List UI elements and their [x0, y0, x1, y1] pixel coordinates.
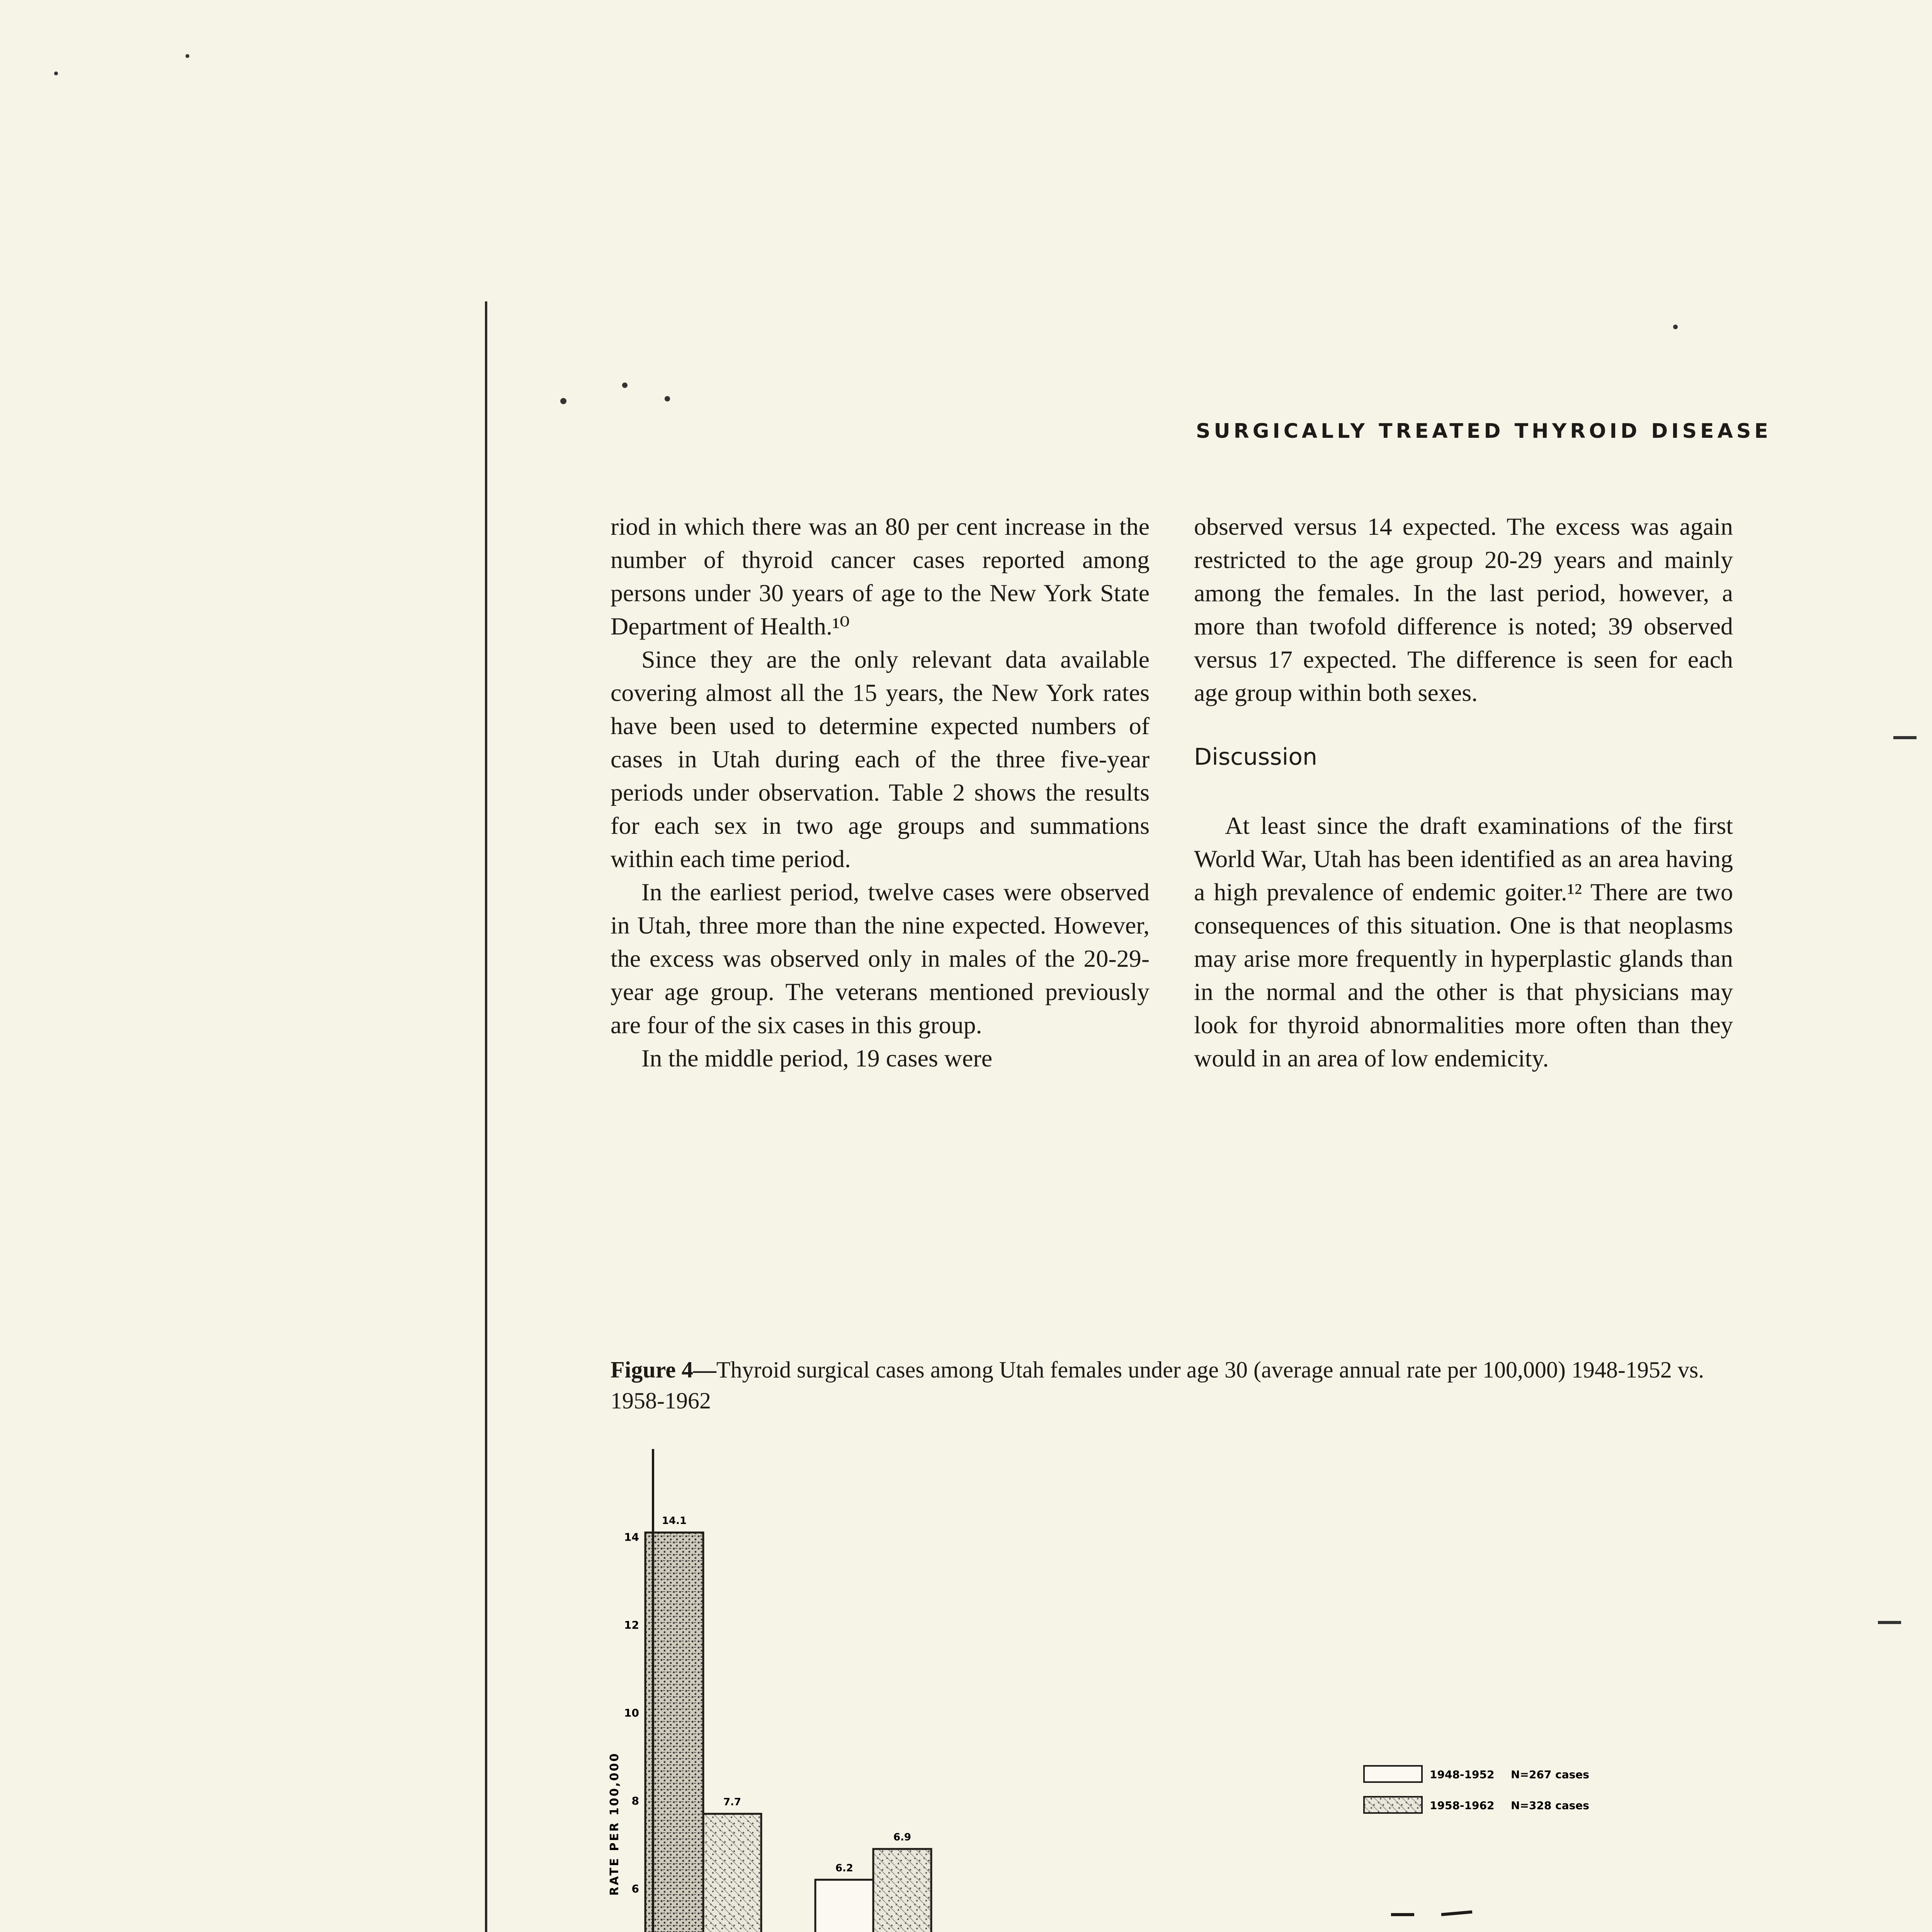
legend-note-1948: N=267 cases — [1511, 1768, 1589, 1781]
caption-text: Thyroid surgical cases among Utah females under age 30 (average annual rate per 100,000) 1948-1952 vs. 1958-1962 — [611, 1357, 1704, 1413]
y-tick-label: 8 — [631, 1794, 639, 1807]
legend-swatch-1958 — [1364, 1797, 1422, 1813]
bar-1948-1952-1 — [815, 1880, 873, 1932]
right-column — [1194, 510, 1733, 1075]
data-label: 6.2 — [835, 1862, 854, 1874]
left-column — [611, 510, 1150, 1075]
y-tick-label: 14 — [624, 1531, 639, 1544]
data-label: 14.1 — [662, 1515, 687, 1527]
y-tick-label: 6 — [631, 1882, 639, 1895]
y-axis-label: RATE PER 100,000 — [608, 1752, 621, 1896]
speck — [560, 398, 566, 404]
bar-1958-1962-0 — [703, 1814, 761, 1932]
y-tick-label: 10 — [624, 1706, 639, 1719]
legend-swatch-1948 — [1364, 1766, 1422, 1782]
bar-chart — [580, 1430, 1739, 1932]
figure-4-chart — [580, 1430, 1739, 1932]
paragraph: riod in which there was an 80 per cent increase in the number of thyroid cancer cases reported among persons under 30 years of age to the New York State Department of Health.¹⁰ — [611, 513, 1150, 640]
caption-label: Figure 4— — [611, 1357, 716, 1383]
paragraph: observed versus 14 expected. The excess was again restricted to the age group 20-29 years and mainly among the females. In the last period, however, a more than twofold difference is noted; 39 observed versus 17 expected. The difference is seen for each age group within both sexes. — [1194, 513, 1733, 706]
paragraph: At least since the draft examinations of the first World War, Utah has been identified as an area having a high prevalence of endemic goiter.¹² There are two consequences of this situation. One is that neoplasms may arise more frequently in hyperplastic glands than in the normal and the other is that physicians may look for thyroid abnormalities more often than they would in an area of low endemicity. — [1194, 812, 1733, 1072]
legend-label-1958: 1958-1962 — [1430, 1799, 1495, 1812]
speck — [54, 71, 58, 75]
speck — [185, 54, 189, 58]
speck — [1673, 325, 1678, 329]
edge-mark — [1878, 1621, 1901, 1624]
speck — [665, 396, 670, 401]
data-label: 7.7 — [723, 1796, 742, 1808]
paragraph: Since they are the only relevant data available covering almost all the 15 years, the New York rates have been used to determine expected numbers of cases in Utah during each of the three five-year periods under observation. Table 2 shows the results for each sex in two age groups and summations within each time period. — [611, 646, 1150, 872]
stray-mark — [1441, 1912, 1472, 1915]
y-tick-label: 12 — [624, 1619, 639, 1631]
legend-label-1948: 1948-1952 — [1430, 1768, 1495, 1781]
edge-mark — [1893, 736, 1917, 739]
data-label: 6.9 — [893, 1832, 912, 1844]
bar-1958-1962-1 — [873, 1849, 931, 1932]
section-heading: Discussion — [1194, 743, 1318, 770]
paragraph: In the earliest period, twelve cases were observed in Utah, three more than the nine expected. However, the excess was observed only in males of the 20-29-year age group. The veterans mentioned previously are four of the six cases in this group. — [611, 878, 1150, 1039]
legend-note-1958: N=328 cases — [1511, 1799, 1589, 1812]
legend — [1364, 1766, 1589, 1813]
paragraph: In the middle period, 19 cases were — [641, 1044, 993, 1072]
speck — [622, 383, 628, 388]
margin-rule — [485, 301, 487, 1932]
figure-caption — [611, 1354, 1723, 1416]
running-head: SURGICALLY TREATED THYROID DISEASE — [1196, 420, 1772, 443]
